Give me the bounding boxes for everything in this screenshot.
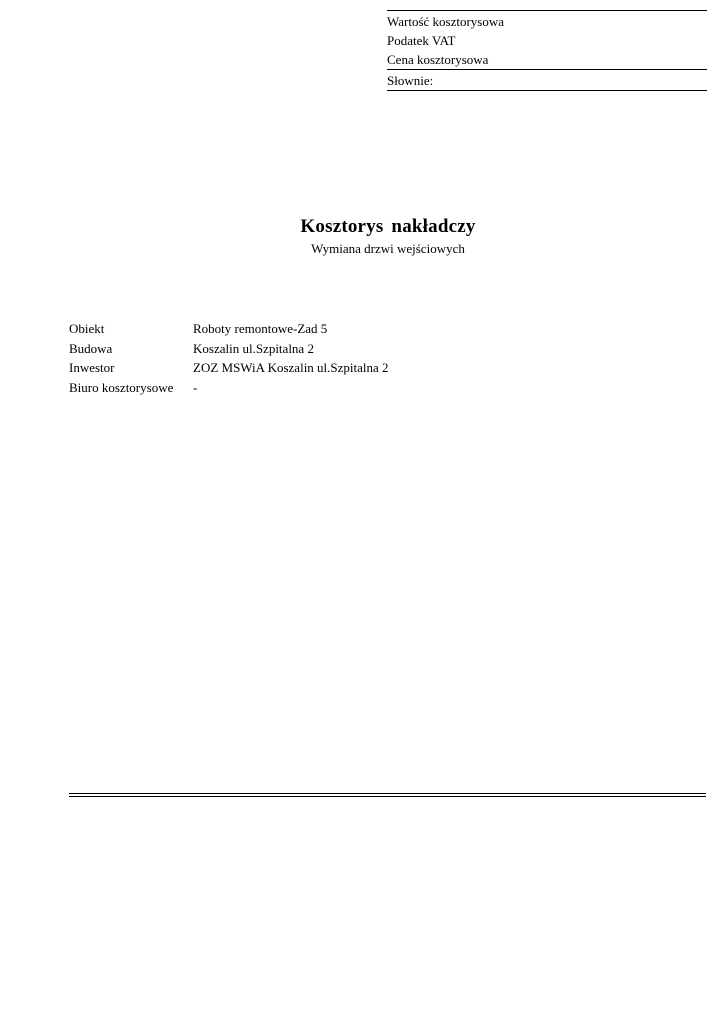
cost-summary-box bbox=[387, 10, 707, 91]
info-label: Budowa bbox=[69, 340, 113, 356]
document-title-block bbox=[0, 214, 724, 257]
info-row-investor bbox=[69, 358, 389, 378]
info-row-object bbox=[69, 319, 389, 339]
page-bottom-double-rule bbox=[69, 793, 706, 797]
info-label: Inwestor bbox=[69, 360, 115, 375]
vat-label: Podatek VAT bbox=[387, 33, 456, 48]
info-value: - bbox=[193, 379, 198, 395]
document-title: Kosztorys nakładczy bbox=[300, 216, 476, 237]
summary-middle-rule bbox=[387, 69, 707, 70]
project-info-table bbox=[69, 319, 389, 397]
info-value: Koszalin ul.Szpitalna 2 bbox=[193, 340, 314, 356]
info-label: Obiekt bbox=[69, 321, 105, 336]
amount-in-words-label: Słownie: bbox=[387, 73, 434, 88]
cost-estimate-value-label: Wartość kosztorysowa bbox=[387, 14, 505, 29]
info-value: ZOZ MSWiA Koszalin ul.Szpitalna 2 bbox=[193, 360, 389, 375]
info-value: Roboty remontowe-Zad 5 bbox=[193, 321, 328, 336]
document-subtitle: Wymiana drzwi wejściowych bbox=[311, 241, 465, 256]
summary-top-rule bbox=[387, 10, 707, 11]
info-row-construction bbox=[69, 339, 389, 359]
summary-bottom-rule bbox=[387, 90, 707, 91]
info-row-cost-office bbox=[69, 378, 389, 398]
info-label: Biuro kosztorysowe bbox=[69, 379, 174, 395]
cost-estimate-price-label: Cena kosztorysowa bbox=[387, 52, 489, 67]
